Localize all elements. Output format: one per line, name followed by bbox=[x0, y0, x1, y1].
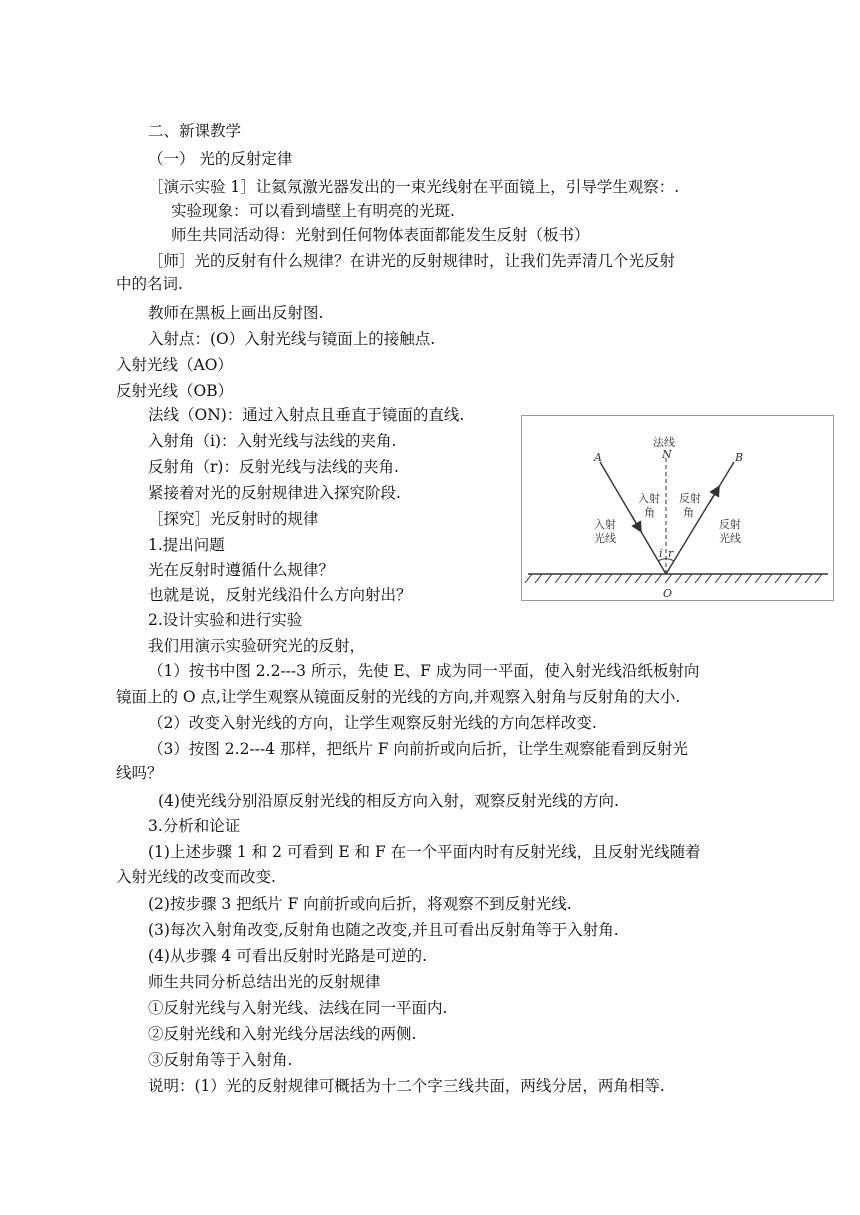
text-line: 实验现象：可以看到墙壁上有明亮的光斑. bbox=[171, 202, 455, 220]
text-line: （3）按图 2.2---4 那样，把纸片 F 向前折或向后折，让学生观察能看到反射光 bbox=[148, 740, 689, 758]
normal-label: 法线 bbox=[653, 436, 675, 449]
text-line: (1)上述步骤 1 和 2 可看到 E 和 F 在一个平面内时有反射光线，且反射光线随着 bbox=[148, 843, 701, 861]
text-line: 光在反射时遵循什么规律？ bbox=[148, 561, 335, 579]
text-line: 也就是说，反射光线沿什么方向射出？ bbox=[148, 586, 412, 604]
text-line: 法线（ON)：通过入射点且垂直于镜面的直线. bbox=[148, 406, 465, 424]
text-line: 3.分析和论证 bbox=[148, 817, 241, 835]
point-n-label: N bbox=[662, 448, 672, 461]
reflection-angle-label-1: 反射 bbox=[679, 492, 701, 505]
reflection-angle-label-2: 角 bbox=[683, 506, 694, 519]
angle-r-label: r bbox=[668, 547, 674, 560]
text-line: ［演示实验 1］让氦氖激光器发出的一束光线射在平面镜上，引导学生观察：. bbox=[148, 178, 680, 196]
text-line: 师生共同活动得：光射到任何物体表面都能发生反射（板书） bbox=[171, 226, 590, 244]
text-line: 2.设计实验和进行实验 bbox=[148, 611, 303, 629]
angle-i-label: i bbox=[659, 547, 663, 560]
text-line: 1.提出问题 bbox=[148, 536, 225, 554]
reflected-ray-label-1: 反射 bbox=[719, 518, 741, 531]
incident-ray-label-2: 光线 bbox=[594, 532, 616, 545]
incident-angle-label-1: 入射 bbox=[638, 492, 660, 505]
text-line: ［师］光的反射有什么规律？在讲光的反射规律时，让我们先弄清几个光反射 bbox=[148, 252, 676, 270]
subsection-heading: （一） 光的反射定律 bbox=[148, 150, 293, 168]
text-line: 教师在黑板上画出反射图. bbox=[148, 304, 324, 322]
section-heading: 二、新课教学 bbox=[148, 122, 242, 140]
text-line: (4)从步骤 4 可看出反射时光路是可逆的. bbox=[148, 947, 428, 965]
text-line: (2)按步骤 3 把纸片 F 向前折或向后折，将观察不到反射光线. bbox=[148, 895, 572, 913]
point-a-label: A bbox=[594, 451, 602, 464]
text-line: 入射点：(O）入射光线与镜面上的接触点. bbox=[148, 330, 436, 348]
text-line: 我们用演示实验研究光的反射， bbox=[148, 637, 366, 655]
text-line: ［探究］光反射时的规律 bbox=[148, 510, 319, 528]
text-line: 镜面上的 O 点,让学生观察从镜面反射的光线的方向,并观察入射角与反射角的大小. bbox=[116, 688, 681, 706]
reflected-ray-arrow bbox=[710, 490, 717, 502]
text-line: 入射光线（AO） bbox=[116, 356, 233, 374]
mirror-hatching bbox=[525, 574, 822, 583]
reflection-diagram bbox=[521, 415, 834, 601]
text-line: 师生共同分析总结出光的反射规律 bbox=[148, 973, 381, 991]
text-line: ①反射光线与入射光线、法线在同一平面内. bbox=[148, 999, 448, 1017]
text-line: (3)每次入射角改变,反射角也随之改变,并且可看出反射角等于入射角. bbox=[148, 921, 619, 939]
incident-ray-arrow bbox=[632, 516, 639, 528]
text-line: 紧接着对光的反射规律进入探究阶段. bbox=[148, 484, 401, 502]
text-line: 入射光线的改变而改变. bbox=[116, 868, 276, 886]
text-line: ③反射角等于入射角. bbox=[148, 1051, 293, 1069]
reflected-ray-label-2: 光线 bbox=[719, 532, 741, 545]
text-line: (4)使光线分别沿原反射光线的相反方向入射，观察反射光线的方向. bbox=[158, 792, 619, 810]
text-line: 线吗？ bbox=[116, 764, 163, 782]
point-o-label: O bbox=[663, 587, 673, 600]
text-line: （1）按书中图 2.2---3 所示，先使 E、F 成为同一平面，使入射光线沿纸板射向 bbox=[148, 662, 700, 680]
text-line: 中的名词. bbox=[116, 275, 183, 293]
text-line: 说明：(1）光的反射规律可概括为十二个字三线共面，两线分居，两角相等. bbox=[148, 1077, 665, 1095]
text-line: 反射光线（OB） bbox=[116, 382, 234, 400]
text-line: （2）改变入射光线的方向，让学生观察反射光线的方向怎样改变. bbox=[148, 714, 597, 732]
incident-angle-label-2: 角 bbox=[644, 506, 655, 519]
text-line: 入射角（i)：入射光线与法线的夹角. bbox=[148, 432, 397, 450]
text-line: ②反射光线和入射光线分居法线的两侧. bbox=[148, 1025, 417, 1043]
reflection-diagram-svg bbox=[522, 416, 835, 602]
incident-ray-label-1: 入射 bbox=[594, 518, 616, 531]
point-b-label: B bbox=[735, 451, 744, 464]
text-line: 反射角（r)：反射光线与法线的夹角. bbox=[148, 458, 399, 476]
